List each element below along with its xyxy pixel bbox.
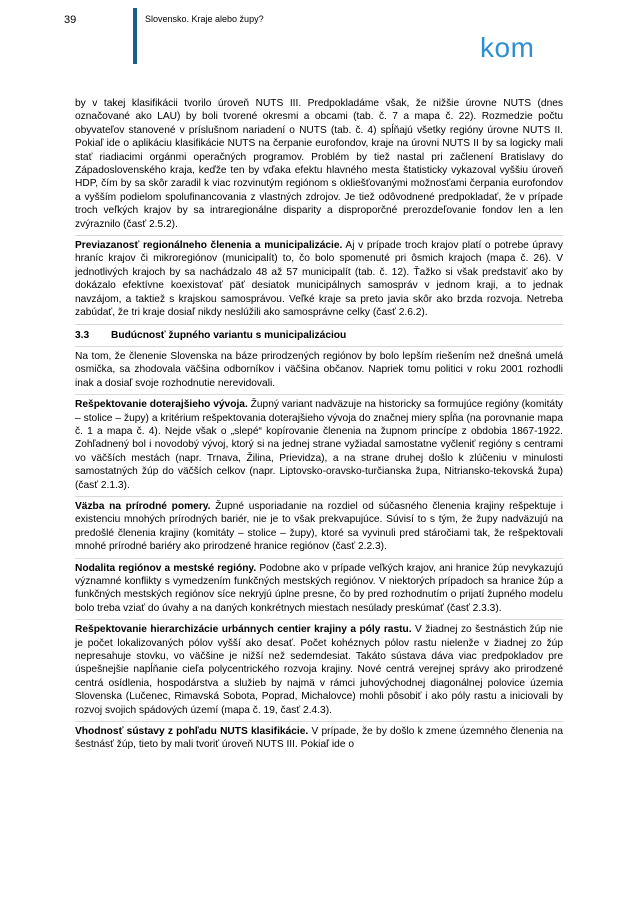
paragraph-nuts-suitability (75, 722, 563, 756)
paragraph-lead: Väzba na prírodné pomery. (75, 500, 211, 512)
paragraph-intro (75, 347, 563, 395)
running-title: Slovensko. Kraje alebo župy? (145, 14, 264, 24)
paragraph-municipalization (75, 236, 563, 324)
paragraph-text: by v takej klasifikácii tvorilo úroveň NUTS III. Predpokladáme však, že nižšie úrovne NUTS (dnes označované ako LAU) by boli tvorené okresmi a obcami (tab. č. 7 a mapa č. 22). Rozmedzie počtu obyvateľov stanovené v príslušnom nariadení o NUTS (tab. č. 4) spĺňajú všetky regióny úrovne NUTS II. Pokiaľ ide o aplikáciu klasifikácie NUTS na čerpanie eurofondov, kraje na úrovni NUTS II by sa logicky mali stať riadiacimi orgánmi operačných programov. Problém by tiež nastal pri začlenení Bratislavy do Západoslovenského kraja, keďže ten by vďaka efektu hlavného mesta štatisticky vykazoval vyššiu úroveň HDP, čím by sa skôr zaradil k viac rozvinutým regiónom s okliešťovanými možnosťami čerpania eurofondov a vyšším podielom spolufinancovania z vlastných zdrojov. Je tiež odôvodnené predpokladať, že v prípade troch veľkých krajov by sa intraregionálne disparity a disproporčné prerozdeľovanie fondov len a len zvýraznilo (časť 2.5.2). (75, 98, 563, 230)
kom-logo (480, 34, 540, 64)
paragraph-text: Župný variant nadväzuje na historicky sa formujúce regióny (komitáty – stolice – župy) a kritérium rešpektovania doterajšieho vývoja do značnej miery spĺňa (na porovnanie mapa č. 1 a mapa č. 4). Nejde však o „slepé“ kopírovanie členenia na župnom princípe z obdobia 1867-1922. Zohľadnený bol i novodobý vývoj, ktorý si na jednej strane vyžiadal samostatne vyčleniť regióny s centrami vo väčších mestách (napr. Trnava, Žilina, Prievidza), a na strane druhej došlo k zlúčeniu v minulosti samostatných žúp do väčších celkov (napr. Liptovsko-oravsko-turčianska župa, Nitriansko-tekovská župa) (časť 2.1.3). (75, 399, 563, 491)
paragraph-lead: Nodalita regiónov a mestské regióny. (75, 562, 257, 574)
document-body (75, 94, 563, 756)
header-vertical-rule (133, 8, 137, 64)
paragraph-text: V prípade, že by došlo k zmene územného členenia na šestnásť žúp, tieto by mali tvoriť úroveň NUTS III. Pokiaľ ide o (75, 726, 563, 751)
paragraph-development (75, 395, 563, 497)
page-header (0, 0, 638, 70)
paragraph-text: Župné usporiadanie na rozdiel od súčasného členenia krajiny rešpektuje i existenciu mnohých prírodných bariér, nie je to však prekvapujúce. Súvisí to s tým, že župy nadväzujú na predošlé členenia krajiny (komitáty – stolice – župy), ktoré sa vyvinuli pred stáročiami tak, že rešpektovali mnohé prírodné bariéry ako prirodzené hranice regiónov (časť 2.2.3). (75, 500, 564, 553)
paragraph-lead: Rešpektovanie doterajšieho vývoja. (75, 399, 248, 411)
paragraph-text: V žiadnej zo šestnástich žúp nie je počet lokalizovaných pólov vyšší ako desať. Počet kohéznych pólov rastu nielenže v žiadnej zo žúp nepresahuje stovku, vo väčšine je nižší než sedemdesiat. Takáto sústava dáva viac predpokladov pre úspešnejšie napĺňanie cieľa polycentrického rozvoja krajiny. Nové centrá verejnej správy ako prirodzené centrá osídlenia, hospodárstva a služieb by najmä v rámci juhovýchodnej diagonálnej polovice územia Slovenska (Lučenec, Rimavská Sobota, Poprad, Michalovce) mohli pôsobiť i ako póly rastu a iniciovali by rozvoj svojich spádových území (mapa č. 19, časť 2.4.3). (75, 624, 563, 716)
paragraph-hierarchy (75, 620, 563, 722)
paragraph-lead: Previazanosť regionálneho členenia a municipalizácie. (75, 240, 343, 252)
logo-text: kom (480, 32, 535, 63)
paragraph-text: Podobne ako v prípade veľkých krajov, ani hranice žúp nevykazujú významné konflikty s vymedzením funkčných mestských regiónov. V niektorých prípadoch sa hranice žúp a funkčných mestských regiónov síce nekryjú úplne presne, čo by pred rozhodnutím o prijatí župného modelu bolo treba vziať do úvahy a na daných konkrétnych miestach nesúlady preskúmať (časť 2.3.3). (75, 562, 564, 614)
page-number: 39 (64, 14, 77, 26)
paragraph-text: Aj v prípade troch krajov platí o potrebe úpravy hraníc krajov či mikroregiónov (municipalít) to, čo bolo spomenuté pri ôsmich krajoch (mapa č. 26). V jednotlivých krajoch by sa nachádzalo 48 až 57 municipalít (tab. č. 12). Ťažko si však predstaviť ako by dokázalo efektívne koexistovať päť desiatok municipálnych samospráv v jednom kraji, a to jednak navzájom, a taktiež s krajskou samosprávou. Veľké kraje sa preto javia skôr ako brzda rozvoja. Netreba zabúdať, že tri kraje dosiaľ nikdy neslúžili ako samosprávne celky (časť 2.6.2). (75, 240, 563, 319)
paragraph-nuts-iii (75, 94, 563, 236)
section-heading (75, 325, 563, 347)
paragraph-text: Na tom, že členenie Slovenska na báze prirodzených regiónov by bolo lepším riešením než dnešná umelá osmička, sa zhodovala väčšina odborníkov i väčšina občanov. Napriek tomu politici v roku 2001 rozhodli inak a dosiaľ svoje rozhodnutie nerevidovali. (75, 350, 563, 389)
paragraph-nodality (75, 559, 563, 621)
section-number: 3.3 (75, 329, 90, 341)
paragraph-lead: Vhodnosť sústavy z pohľadu NUTS klasifikácie. (75, 726, 309, 738)
paragraph-lead: Rešpektovanie hierarchizácie urbánnych centier krajiny a póly rastu. (75, 624, 412, 636)
section-title: Budúcnosť župného variantu s municipalizáciou (111, 329, 347, 341)
paragraph-natural-conditions (75, 497, 563, 559)
